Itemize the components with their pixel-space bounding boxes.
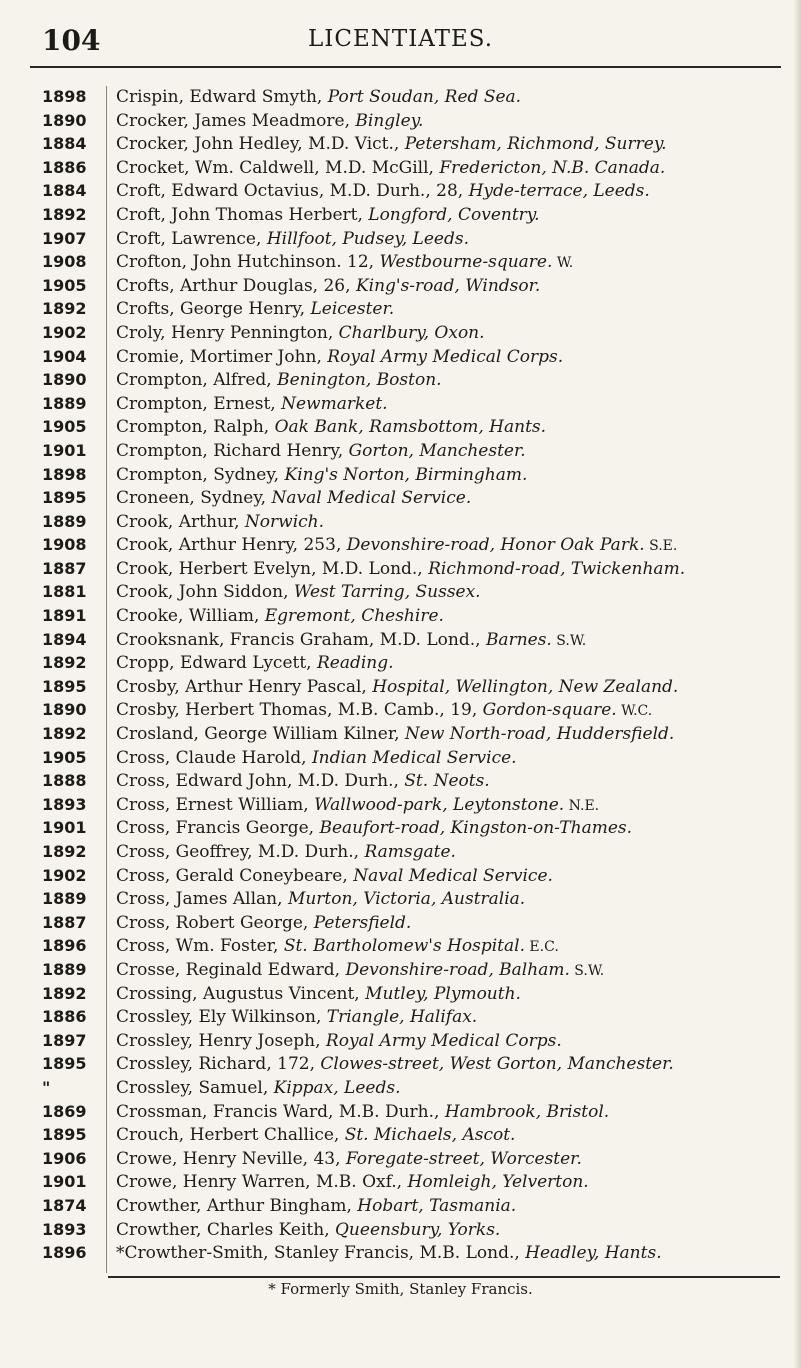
entry-address: Charlbury, Oxon. [338, 322, 485, 343]
list-item [0, 817, 801, 841]
list-item [0, 133, 801, 157]
entry-address: Westbourne-square. [379, 252, 553, 273]
entry-year: 1908 [42, 252, 87, 272]
list-item [0, 1124, 801, 1148]
entry-text [116, 959, 604, 982]
list-item [0, 393, 801, 417]
entry-year: 1897 [42, 1030, 87, 1050]
entry-year: 1908 [42, 535, 87, 555]
entry-text [116, 652, 394, 675]
entry-year: 1901 [42, 818, 87, 838]
entry-year: 1889 [42, 511, 87, 531]
entry-year: 1906 [42, 1148, 87, 1168]
entry-address: Petersham, Richmond, Surrey. [404, 134, 667, 155]
entry-text [116, 1006, 477, 1029]
entry-address: Leicester. [310, 299, 395, 320]
entry-text [116, 935, 559, 958]
entry-year: 1901 [42, 440, 87, 460]
list-item [0, 1148, 801, 1172]
entry-name: Croneen, Sydney, [116, 488, 272, 509]
entry-name: Crossley, Samuel, [116, 1077, 274, 1098]
entry-year: 1889 [42, 889, 87, 909]
entry-text [116, 1101, 609, 1124]
entry-year: " [42, 1077, 51, 1097]
entry-name: Crocker, James Meadmore, [116, 110, 356, 131]
entry-year: 1891 [42, 606, 87, 626]
entry-address: Ramsgate. [364, 842, 456, 862]
entry-year: 1905 [42, 417, 87, 437]
entry-text [116, 133, 667, 156]
entry-text [116, 204, 540, 227]
entry-text [116, 605, 444, 628]
entry-address: Naval Medical Service. [271, 488, 472, 509]
entry-name: Crispin, Edward Smyth, [116, 87, 328, 107]
entry-address: Beaufort-road, Kingston-on-Thames. [319, 818, 633, 839]
entry-address: Longford, Coventry. [368, 204, 540, 225]
entry-text [116, 180, 650, 203]
list-item [0, 228, 801, 252]
entry-text [116, 1030, 562, 1053]
entry-year: 1889 [42, 959, 87, 979]
entry-name: Cross, Francis George, [116, 818, 320, 839]
list-item [0, 251, 801, 275]
entry-year: 1904 [42, 346, 87, 366]
entry-address: Devonshire-road, Honor Oak Park. [346, 535, 645, 556]
entry-name: Crook, Herbert Evelyn, M.D. Lond., [116, 558, 429, 579]
entry-address: Clowes-street, West Gorton, Manchester. [320, 1054, 674, 1075]
entry-text [116, 1195, 516, 1218]
list-item [0, 180, 801, 204]
entry-address: Hillfoot, Pudsey, Leeds. [266, 228, 469, 249]
entry-address: Headley, Hants. [525, 1243, 662, 1264]
entry-name: Crossman, Francis Ward, M.B. Durh., [116, 1101, 445, 1122]
entry-name: Crossley, Henry Joseph, [116, 1030, 326, 1051]
list-item [0, 86, 801, 110]
entry-year: 1905 [42, 747, 87, 767]
entry-address: Wallwood-park, Leytonstone. [314, 794, 565, 815]
entry-address: Royal Army Medical Corps. [327, 346, 564, 367]
entry-year: 1896 [42, 1243, 87, 1263]
entry-address: Port Soudan, Red Sea. [327, 87, 522, 107]
entry-address: Hobart, Tasmania. [357, 1195, 517, 1216]
entry-address: Benington, Boston. [277, 370, 442, 391]
entry-name: Crosse, Reginald Edward, [116, 959, 346, 980]
entry-address: King's-road, Windsor. [355, 275, 541, 296]
entry-year: 1907 [42, 228, 87, 248]
footnote: * Formerly Smith, Stanley Francis. [268, 1280, 533, 1298]
entry-name: Crossley, Richard, 172, [116, 1054, 321, 1075]
entry-year: 1887 [42, 912, 87, 932]
entry-address: New North-road, Huddersfield. [404, 724, 675, 745]
list-item [0, 322, 801, 346]
entry-text [116, 581, 481, 604]
list-item [0, 794, 801, 818]
list-item [0, 110, 801, 134]
entry-name: Crofts, Arthur Douglas, 26, [116, 275, 356, 296]
entry-name: Croft, Edward Octavius, M.D. Durh., 28, [116, 181, 469, 202]
list-item [0, 723, 801, 747]
entry-text [116, 86, 521, 109]
entry-name: Crocket, Wm. Caldwell, M.D. McGill, [116, 157, 440, 178]
entry-text [116, 110, 423, 133]
list-item [0, 1219, 801, 1243]
list-item [0, 1242, 801, 1266]
entry-year: 1895 [42, 488, 87, 508]
entry-address: West Tarring, Sussex. [293, 582, 481, 603]
entry-text [116, 770, 490, 793]
entry-text [116, 511, 324, 534]
entry-name: Cross, Gerald Coneybeare, [116, 865, 354, 886]
entry-text [116, 298, 394, 321]
entry-address: Bingley. [355, 110, 424, 131]
entry-year: 1895 [42, 1125, 87, 1145]
entry-text [116, 841, 456, 864]
entry-text [116, 888, 525, 911]
entry-name: Crompton, Richard Henry, [116, 440, 349, 461]
entry-year: 1896 [42, 936, 87, 956]
entry-text [116, 558, 685, 581]
entry-name: Crook, Arthur Henry, 253, [116, 535, 347, 556]
entry-district: W. [552, 255, 574, 272]
list-item [0, 1030, 801, 1054]
entry-year: 1886 [42, 157, 87, 177]
list-item [0, 912, 801, 936]
entry-district: N.E. [564, 797, 600, 814]
entry-year: 1890 [42, 370, 87, 390]
entry-text [116, 393, 388, 416]
entry-address: Triangle, Halifax. [326, 1007, 478, 1028]
entry-name: Cromie, Mortimer John, [116, 346, 328, 367]
entry-year: 1890 [42, 110, 87, 130]
page-edge [793, 0, 801, 1368]
entry-name: Crosland, George William Kilner, [116, 724, 405, 745]
list-item [0, 204, 801, 228]
entry-text [116, 322, 485, 345]
entry-address: Hyde-terrace, Leeds. [468, 181, 650, 202]
entry-name: Crossing, Augustus Vincent, [116, 983, 366, 1004]
entry-name: Crosby, Arthur Henry Pascal, [116, 676, 373, 697]
entry-address: Reading. [316, 653, 394, 674]
entry-name: Cropp, Edward Lycett, [116, 653, 317, 674]
list-item [0, 888, 801, 912]
entry-name: Cross, Robert George, [116, 912, 314, 933]
list-item [0, 487, 801, 511]
entry-address: Queensbury, Yorks. [335, 1219, 501, 1240]
entry-address: St. Michaels, Ascot. [344, 1125, 516, 1146]
entry-district: W.C. [616, 703, 653, 720]
entry-text [116, 1124, 515, 1147]
running-title: LICENTIATES. [307, 26, 494, 52]
entry-address: Murton, Victoria, Australia. [287, 889, 526, 910]
entry-name: Crofts, George Henry, [116, 299, 311, 320]
entry-year: 1874 [42, 1195, 87, 1215]
entry-year: 1886 [42, 1007, 87, 1027]
entry-text [116, 817, 632, 840]
page-header [0, 24, 801, 60]
entry-year: 1893 [42, 794, 87, 814]
entry-year: 1902 [42, 865, 87, 885]
list-item [0, 770, 801, 794]
entry-year: 1898 [42, 464, 87, 484]
entry-year: 1895 [42, 1054, 87, 1074]
list-item [0, 747, 801, 771]
list-item [0, 558, 801, 582]
entry-name: Cross, James Allan, [116, 889, 288, 910]
entry-address: Egremont, Cheshire. [264, 606, 444, 627]
entry-text [116, 534, 677, 557]
entry-name: Cross, Geoffrey, M.D. Durh., [116, 842, 365, 862]
entry-year: 1898 [42, 87, 87, 106]
list-item [0, 511, 801, 535]
entry-name: Crooksnank, Francis Graham, M.D. Lond., [116, 629, 486, 650]
entry-name: Croly, Henry Pennington, [116, 322, 339, 343]
entry-text [116, 747, 517, 770]
list-item [0, 652, 801, 676]
entry-year: 1902 [42, 322, 87, 342]
entry-name: Croft, Lawrence, [116, 228, 267, 249]
entry-name: Crompton, Ralph, [116, 417, 275, 438]
entry-year: 1892 [42, 653, 87, 673]
list-item [0, 1195, 801, 1219]
entry-text [116, 251, 573, 274]
entry-name: Crompton, Alfred, [116, 370, 278, 391]
entry-address: Oak Bank, Ramsbottom, Hants. [274, 417, 547, 438]
entry-text [116, 464, 527, 487]
entry-district: S.W. [569, 962, 605, 979]
entry-address: King's Norton, Birmingham. [284, 464, 528, 485]
entry-text [116, 369, 442, 392]
entry-year: 1890 [42, 700, 87, 720]
entry-text [116, 275, 540, 298]
list-item [0, 1006, 801, 1030]
entry-address: St. Neots. [404, 771, 490, 792]
entry-name: Crompton, Sydney, [116, 464, 285, 485]
entry-year: 1892 [42, 204, 87, 224]
list-item [0, 440, 801, 464]
entry-year: 1892 [42, 299, 87, 319]
list-item [0, 935, 801, 959]
list-item [0, 346, 801, 370]
entry-text [116, 676, 678, 699]
list-item [0, 676, 801, 700]
footnote-rule [108, 1276, 780, 1278]
entry-name: Crook, Arthur, [116, 511, 245, 532]
entry-address: St. Bartholomew's Hospital. [283, 936, 525, 957]
list-item [0, 275, 801, 299]
entry-address: Newmarket. [281, 393, 388, 414]
entry-year: 1888 [42, 771, 87, 791]
entry-text [116, 1148, 582, 1171]
entry-year: 1892 [42, 842, 87, 861]
entry-name: Crooke, William, [116, 606, 265, 627]
entry-text [116, 440, 526, 463]
list-item [0, 629, 801, 653]
entry-text [116, 228, 469, 251]
list-item [0, 369, 801, 393]
entry-address: Foregate-street, Worcester. [345, 1148, 582, 1169]
entry-address: Devonshire-road, Balham. [345, 959, 570, 980]
entry-text [116, 1053, 674, 1076]
entry-year: 1884 [42, 134, 87, 154]
list-item [0, 983, 801, 1007]
entry-name: Crowe, Henry Warren, M.B. Oxf., [116, 1172, 408, 1193]
entry-name: *Crowther-Smith, Stanley Francis, M.B. Lond., [116, 1243, 526, 1264]
entry-name: Crowther, Charles Keith, [116, 1219, 335, 1240]
entry-text [116, 346, 563, 369]
entry-text [116, 723, 674, 746]
entry-name: Crocker, John Hedley, M.D. Vict., [116, 134, 405, 155]
entry-year: 1889 [42, 393, 87, 413]
entry-year: 1892 [42, 983, 87, 1003]
entry-district: S.E. [644, 538, 678, 555]
entry-text [116, 794, 599, 817]
entry-text [116, 983, 521, 1006]
list-item [0, 699, 801, 723]
entry-name: Cross, Ernest William, [116, 794, 315, 815]
list-item [0, 534, 801, 558]
entry-year: 1892 [42, 724, 87, 744]
entry-year: 1869 [42, 1101, 87, 1121]
entry-text [116, 629, 586, 652]
entry-text [116, 157, 665, 180]
entry-name: Crouch, Herbert Challice, [116, 1125, 345, 1146]
entry-text [116, 699, 652, 722]
entry-year: 1895 [42, 676, 87, 696]
entry-address: Petersfield. [313, 912, 412, 933]
list-item [0, 1053, 801, 1077]
entry-address: Barnes. [485, 629, 552, 650]
entry-text [116, 912, 411, 935]
header-rule [30, 66, 781, 68]
list-item [0, 581, 801, 605]
list-item [0, 157, 801, 181]
entry-name: Crowther, Arthur Bingham, [116, 1195, 358, 1216]
entry-text [116, 1242, 662, 1265]
entry-address: Kippax, Leeds. [273, 1077, 401, 1098]
list-item [0, 416, 801, 440]
entry-address: Norwich. [244, 511, 325, 532]
entry-year: 1894 [42, 629, 87, 649]
entry-text [116, 416, 546, 439]
entry-year: 1893 [42, 1219, 87, 1239]
entry-address: Gorton, Manchester. [348, 440, 526, 461]
entry-district: E.C. [524, 939, 559, 956]
entry-text [116, 1077, 400, 1100]
list-item [0, 959, 801, 983]
page-number: 104 [42, 24, 101, 57]
entry-text [116, 865, 553, 888]
entry-address: Indian Medical Service. [311, 747, 517, 768]
list-item [0, 605, 801, 629]
list-item [0, 1171, 801, 1195]
entry-name: Crossley, Ely Wilkinson, [116, 1007, 327, 1028]
list-item [0, 298, 801, 322]
entry-address: Naval Medical Service. [353, 865, 553, 886]
entry-name: Crosby, Herbert Thomas, M.B. Camb., 19, [116, 700, 483, 721]
entry-address: Homleigh, Yelverton. [407, 1172, 589, 1193]
entry-name: Cross, Claude Harold, [116, 747, 312, 768]
list-item [0, 464, 801, 488]
entry-year: 1901 [42, 1172, 87, 1192]
entry-text [116, 1219, 500, 1242]
entry-name: Crompton, Ernest, [116, 393, 282, 414]
list-item [0, 841, 801, 865]
list-item [0, 1077, 801, 1101]
entry-year: 1887 [42, 558, 87, 578]
entry-name: Cross, Edward John, M.D. Durh., [116, 771, 405, 792]
entry-name: Crook, John Siddon, [116, 582, 294, 603]
entry-address: Royal Army Medical Corps. [325, 1030, 562, 1051]
entry-year: 1905 [42, 275, 87, 295]
entry-address: Mutley, Plymouth. [365, 983, 521, 1004]
list-item [0, 1101, 801, 1125]
entry-address: Richmond-road, Twickenham. [428, 558, 686, 579]
entry-year: 1884 [42, 181, 87, 201]
list-item [0, 865, 801, 889]
entries-list [0, 86, 801, 1266]
entry-name: Crowe, Henry Neville, 43, [116, 1148, 346, 1169]
entry-name: Crofton, John Hutchinson. 12, [116, 252, 380, 273]
entry-text [116, 487, 471, 510]
entry-year: 1881 [42, 582, 87, 602]
entry-address: Gordon-square. [482, 700, 617, 721]
entry-address: Hospital, Wellington, New Zealand. [372, 676, 679, 697]
entry-text [116, 1171, 589, 1194]
entry-address: Hambrook, Bristol. [444, 1101, 610, 1122]
entry-name: Croft, John Thomas Herbert, [116, 204, 369, 225]
entry-district: S.W. [551, 632, 587, 649]
entry-address: Fredericton, N.B. Canada. [439, 157, 666, 178]
entry-name: Cross, Wm. Foster, [116, 936, 284, 957]
